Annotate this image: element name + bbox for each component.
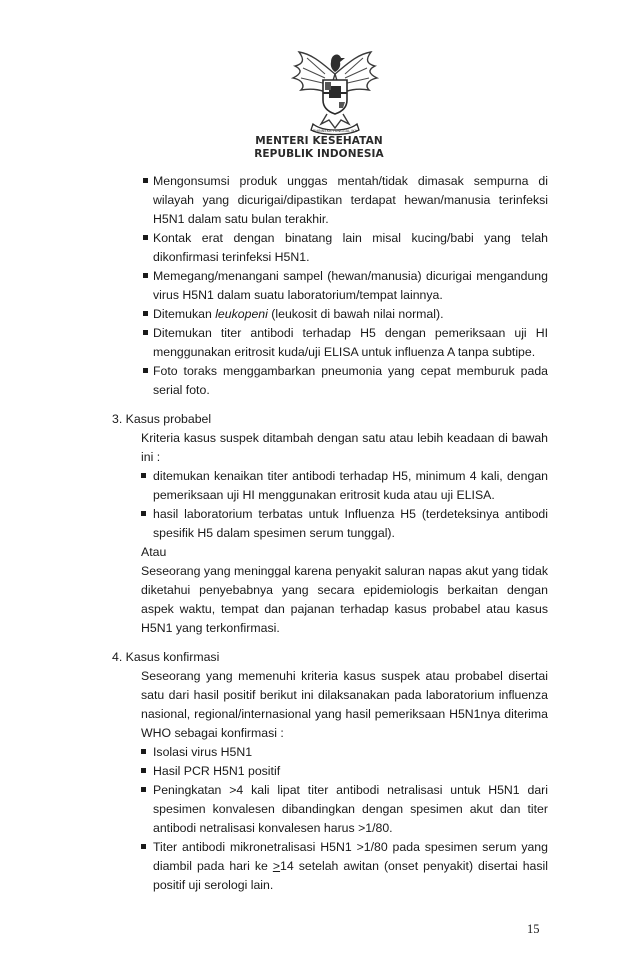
list-item: Memegang/menangani sampel (hewan/manusia) dicurigai mengandung virus H5N1 dalam suatu laboratorium/tempat lainnya.: [112, 267, 548, 305]
square-bullet-icon: [141, 844, 146, 849]
list-item: Titer antibodi mikronetralisasi H5N1 >1/80 pada spesimen serum yang diambil pada hari ke >14 setelah awitan (onset penyakit) disertai hasil positif uji serologi lain.: [141, 838, 548, 895]
list-item: Ditemukan leukopeni (leukosit di bawah nilai normal).: [112, 305, 548, 324]
probable-criteria-list: [141, 467, 548, 543]
square-bullet-icon: [141, 768, 146, 773]
page-number: 15: [527, 922, 540, 936]
section-confirmed-case: [112, 648, 548, 895]
section-probable-case: [112, 410, 548, 638]
square-bullet-icon: [141, 511, 146, 516]
section-closing: Seseorang yang meninggal karena penyakit saluran napas akut yang tidak diketahui penyebabnya yang secara epidemiologis berkaitan dengan aspek waktu, tempat dan pajanan terhadap kasus probabel atau kasus H5N1 yang terkonfirmasi.: [141, 564, 548, 635]
square-bullet-icon: [141, 749, 146, 754]
square-bullet-icon: [141, 787, 146, 792]
ministry-title-line1: MENTERI KESEHATAN: [255, 135, 383, 147]
ministry-title-line2: REPUBLIK INDONESIA: [254, 148, 384, 160]
section-intro: Seseorang yang memenuhi kriteria kasus suspek atau probabel disertai satu dari hasil positif berikut ini dilaksanakan pada laboratorium influenza nasional, regional/internasional yang hasil pemeriksaan H5N1nya diterima WHO sebagai konfirmasi :: [141, 669, 548, 740]
list-item: Isolasi virus H5N1: [141, 743, 548, 762]
list-item: Foto toraks menggambarkan pneumonia yang cepat memburuk pada serial foto.: [112, 362, 548, 400]
square-bullet-icon: [143, 178, 148, 183]
or-label: Atau: [141, 545, 167, 559]
list-item: Kontak erat dengan binatang lain misal kucing/babi yang telah dikonfirmasi terinfeksi H5N1.: [112, 229, 548, 267]
square-bullet-icon: [141, 473, 146, 478]
list-item: Hasil PCR H5N1 positif: [141, 762, 548, 781]
square-bullet-icon: [143, 330, 148, 335]
confirmed-criteria-list: [141, 743, 548, 895]
square-bullet-icon: [143, 311, 148, 316]
list-item: ditemukan kenaikan titer antibodi terhadap H5, minimum 4 kali, dengan pemeriksaan uji HI menggunakan eritrosit kuda atau uji ELISA.: [141, 467, 548, 505]
garuda-emblem-icon: [285, 44, 385, 136]
section-title: 3. Kasus probabel: [112, 412, 212, 426]
list-item: hasil laboratorium terbatas untuk Influenza H5 (terdeteksinya antibodi spesifik H5 dalam spesimen serum tunggal).: [141, 505, 548, 543]
suspect-criteria-list: [112, 172, 548, 400]
square-bullet-icon: [143, 235, 148, 240]
svg-text:BHINNEKA TUNGGAL IKA: BHINNEKA TUNGGAL IKA: [312, 129, 358, 133]
list-item: Peningkatan >4 kali lipat titer antibodi netralisasi untuk H5N1 dari spesimen konvalesen dibandingkan dengan spesimen akut dan titer antibodi netralisasi konvalesen harus >1/80.: [141, 781, 548, 838]
list-item: Ditemukan titer antibodi terhadap H5 dengan pemeriksaan uji HI menggunakan eritrosit kuda/uji ELISA untuk influenza A tanpa subtipe.: [112, 324, 548, 362]
list-item: Mengonsumsi produk unggas mentah/tidak dimasak sempurna di wilayah yang dicurigai/dipastikan terdapat hewan/manusia terinfeksi H5N1 dalam satu bulan terakhir.: [112, 172, 548, 229]
square-bullet-icon: [143, 273, 148, 278]
square-bullet-icon: [143, 368, 148, 373]
section-intro: Kriteria kasus suspek ditambah dengan satu atau lebih keadaan di bawah ini :: [141, 431, 548, 464]
document-body: [112, 172, 548, 895]
section-title: 4. Kasus konfirmasi: [112, 650, 220, 664]
